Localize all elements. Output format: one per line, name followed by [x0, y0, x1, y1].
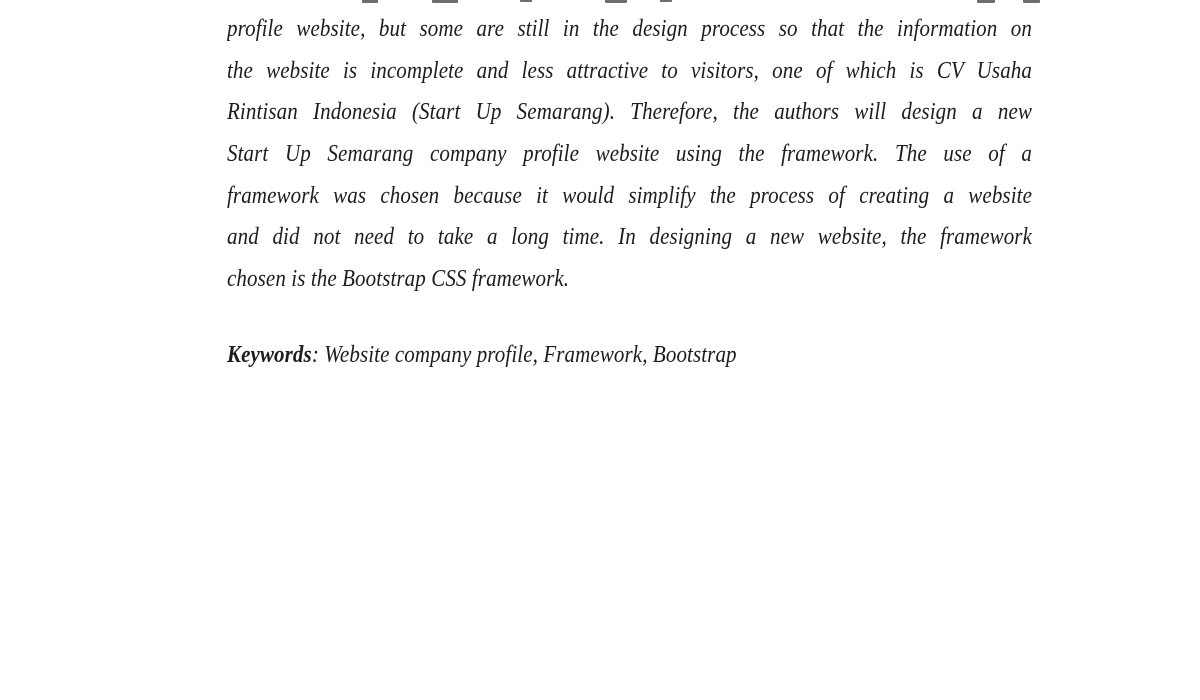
- fragment-mark: [1023, 0, 1040, 3]
- fragment-mark: [977, 0, 995, 3]
- fragment-mark: [660, 0, 672, 2]
- abstract-line: the website is incomplete and less attractive to visitors, one of which is CV Usaha: [227, 55, 1032, 84]
- fragment-mark: [520, 0, 532, 2]
- keywords-text: : Website company profile, Framework, Bootstrap: [311, 340, 737, 368]
- abstract-paragraph: [227, 8, 1032, 300]
- abstract-line: Rintisan Indonesia (Start Up Semarang). Therefore, the authors will design a new: [227, 97, 1032, 126]
- abstract-line: and did not need to take a long time. In designing a new website, the framework: [227, 222, 1032, 251]
- fragment-mark: [605, 0, 627, 3]
- fragment-mark: [432, 0, 458, 3]
- keywords-line: [227, 330, 1032, 378]
- abstract-line: Start Up Semarang company profile website using the framework. The use of a: [227, 139, 1032, 167]
- abstract-line: profile website, but some are still in the design process so that the information on: [227, 14, 1032, 42]
- abstract-line: chosen is the Bootstrap CSS framework.: [227, 264, 570, 292]
- fragment-mark: [362, 0, 378, 3]
- keywords-label: Keywords: [227, 340, 312, 368]
- abstract-line: framework was chosen because it would simplify the process of creating a website: [227, 180, 1032, 209]
